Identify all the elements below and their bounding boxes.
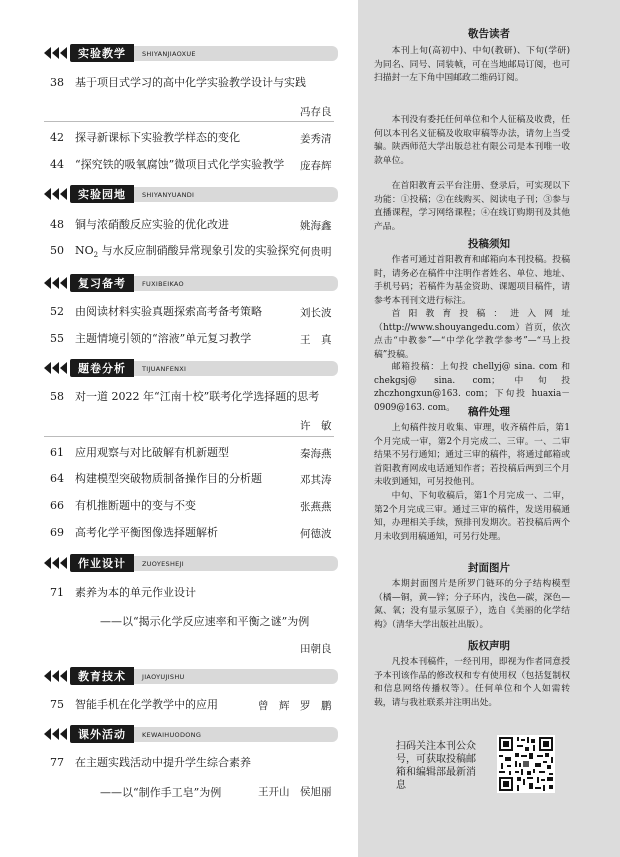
section-header-kewaihuodong: [44, 726, 338, 742]
section-pinyin: TIJUANFENXI: [134, 361, 338, 376]
section-label: 实验园地: [70, 185, 134, 203]
entry-title: [75, 244, 300, 262]
entry-author: 许 敏: [300, 420, 332, 432]
page-number: 58: [50, 390, 64, 403]
readers-notice-heading: 敬告读者: [468, 28, 510, 40]
entry-author: 邓其涛: [300, 474, 332, 486]
section-header-jiaoyujishu: [44, 668, 338, 684]
section-label: 作业设计: [70, 554, 134, 572]
page-number: 44: [50, 158, 64, 171]
page-number: 50: [50, 244, 64, 257]
entry-title: 高考化学平衡图像选择题解析: [75, 526, 218, 539]
entry-author: 秦海燕: [300, 448, 332, 460]
readers-notice-text: 本刊上旬(高初中)、中旬(教研)、下旬(学研)为同名、同号、同装帧，可在当地邮局订阅，也可扫描封一左下角中国邮政二维码订阅。: [374, 46, 570, 84]
manuscript-processing-text: 中旬、下旬收稿后，第1个月完成一、二审，第2个月完成三审。通过三审的稿件，发送用稿通知，办理相关手续，预排刊发期次。若投稿后两个月未收到用稿通知，可另行处理。: [374, 491, 570, 542]
entry-author: 何贵明: [300, 246, 332, 258]
entry-title: 有机推断题中的变与不变: [75, 499, 196, 512]
submission-text: 邮箱投稿：上旬投 chellyj@ sina. com 和 chekgsj@ sina. com；中旬投 zhczhongxun@163. com；下旬投 huaxia－0909@163. com。: [374, 362, 570, 413]
entry-author: 冯存良: [300, 106, 332, 118]
qr-caption: 扫码关注本刊公众号，可获取投稿邮箱和编辑部最新消息: [396, 741, 476, 791]
entry-author: 王开山 侯旭丽: [258, 786, 332, 798]
entry-author: 姚海鑫: [300, 220, 332, 232]
submission-heading: 投稿须知: [468, 238, 510, 250]
formula-text: NO: [75, 244, 94, 257]
submission-text: 首阳教育投稿：进入网址（http://www.shouyangedu.com）首页，依次点击“中教参”—“中学化学教学参考”—“马上投稿”投稿。: [374, 309, 570, 360]
chevron-left-icon: [44, 362, 68, 374]
entry-title: 主题情境引领的“溶液”单元复习教学: [75, 332, 252, 345]
manuscript-processing-text: 上旬稿件按月收集、审理，收齐稿件后，第1个月完成一审，第2个月完成二、三审。一、二审结果不另行通知；通过三审的稿件，将通过邮箱或首阳教育网成电话通知作者；若投稿后两到三个月未收到通知，可另投他刊。: [374, 423, 570, 488]
page-number: 61: [50, 446, 64, 459]
formula-subscript: 2: [93, 251, 99, 260]
section-label: 教育技术: [70, 667, 134, 685]
entry-title: 对一道 2022 年“江南十校”联考化学选择题的思考: [75, 390, 320, 403]
wechat-qr-code-icon[interactable]: [497, 735, 555, 793]
cover-image-heading: 封面图片: [468, 562, 510, 574]
title-text: 与水反应制硝酸异常现象引发的实验探究: [98, 244, 300, 257]
entry-title: 在主题实践活动中提升学生综合素养: [75, 756, 251, 769]
chevron-left-icon: [44, 188, 68, 200]
entry-author: 曾 辉 罗 鹏: [258, 700, 332, 712]
section-pinyin: SHIYANYUANDI: [134, 187, 338, 202]
entry-author: 张燕燕: [300, 501, 332, 513]
submission-text: 作者可通过首阳教育和邮箱向本刊投稿。投稿时，请务必在稿件中注明作者姓名、单位、地址、手机号码；若稿件为基金资助、课题项目稿件，请参考本刊刊文进行标注。: [374, 255, 570, 306]
entry-author: 王 真: [300, 334, 332, 346]
section-header-zuoyesheji: [44, 555, 338, 571]
page-number: 77: [50, 756, 64, 769]
section-pinyin: SHIYANJIAOXUE: [134, 46, 338, 61]
page-number: 48: [50, 218, 64, 231]
cover-image-text: 本期封面图片是所罗门链环的分子结构模型（橘—铜，黄—锌；分子环内，浅色—碳，深色—氮、氧；没有显示氢原子），选自《美丽的化学结构》（清华大学出版社出版）。: [374, 579, 570, 630]
readers-notice-text: 本刊没有委托任何单位和个人征稿及收费，任何以本刊名义征稿及收取审稿等办法，请勿上当受骗。陕西师范大学出版总社有限公司是本刊唯一收款单位。: [374, 115, 570, 166]
manuscript-processing-heading: 稿件处理: [468, 406, 510, 418]
entry-title: 应用观察与对比破解有机新题型: [75, 446, 229, 459]
entry-author: 刘长波: [300, 307, 332, 319]
entry-title: “探究铁的吸氧腐蚀”微项目式化学实验教学: [75, 158, 285, 171]
entry-author: 田朝良: [300, 643, 332, 655]
entry-title: 由阅读材料实验真题探索高考备考策略: [75, 305, 262, 318]
entry-author: 姜秀清: [300, 133, 332, 145]
section-label: 复习备考: [70, 274, 134, 292]
section-label: 实验教学: [70, 44, 134, 62]
page-number: 66: [50, 499, 64, 512]
section-pinyin: ZUOYESHEJI: [134, 556, 338, 571]
page-number: 64: [50, 472, 64, 485]
page-number: 69: [50, 526, 64, 539]
section-header-tijuanfenxi: [44, 360, 338, 376]
chevron-left-icon: [44, 557, 68, 569]
section-pinyin: KEWAIHUODONG: [134, 727, 338, 742]
entry-title: 智能手机在化学教学中的应用: [75, 698, 218, 711]
divider: [44, 121, 334, 122]
section-pinyin: JIAOYUJISHU: [134, 669, 338, 684]
entry-title: 素养为本的单元作业设计: [75, 586, 196, 599]
section-pinyin: FUXIBEIKAO: [134, 276, 338, 291]
page-number: 75: [50, 698, 64, 711]
entry-title: 基于项目式学习的高中化学实验教学设计与实践: [75, 76, 306, 89]
page-number: 71: [50, 586, 64, 599]
page-number: 55: [50, 332, 64, 345]
page-number: 42: [50, 131, 64, 144]
entry-title: 铜与浓硝酸反应实验的优化改进: [75, 218, 229, 231]
entry-author: 庞春辉: [300, 160, 332, 172]
entry-title: 探寻新课标下实验教学样态的变化: [75, 131, 240, 144]
chevron-left-icon: [44, 728, 68, 740]
page-number: 52: [50, 305, 64, 318]
readers-notice-text: 在首阳教育云平台注册、登录后，可实现以下功能：①投稿；②在线购买、阅读电子刊；③参与直播课程，学习网络课程；④在线订购期刊及其他产品。: [374, 181, 570, 232]
copyright-heading: 版权声明: [468, 640, 510, 652]
chevron-left-icon: [44, 47, 68, 59]
section-header-shiyanyuandi: [44, 186, 338, 202]
chevron-left-icon: [44, 277, 68, 289]
chevron-left-icon: [44, 670, 68, 682]
entry-title: 构建模型突破物质制备操作目的分析题: [75, 472, 262, 485]
section-label: 题卷分析: [70, 359, 134, 377]
page-number: 38: [50, 76, 64, 89]
section-header-shiyanjiaoxue: [44, 45, 338, 61]
entry-subtitle: ——以“制作手工皂”为例: [100, 786, 222, 799]
copyright-text: 凡投本刊稿件，一经刊用，即视为作者同意授予本刊该作品的修改权和专有使用权（包括复制权和信息网络传播权等）。任何单位和个人如需转载，请与我社联系并注明出处。: [374, 657, 570, 708]
entry-subtitle: ——以“揭示化学反应速率和平衡之谜”为例: [100, 615, 310, 628]
section-label: 课外活动: [70, 725, 134, 743]
divider: [44, 436, 334, 437]
section-header-fuxibeikao: [44, 275, 338, 291]
entry-author: 何德波: [300, 528, 332, 540]
